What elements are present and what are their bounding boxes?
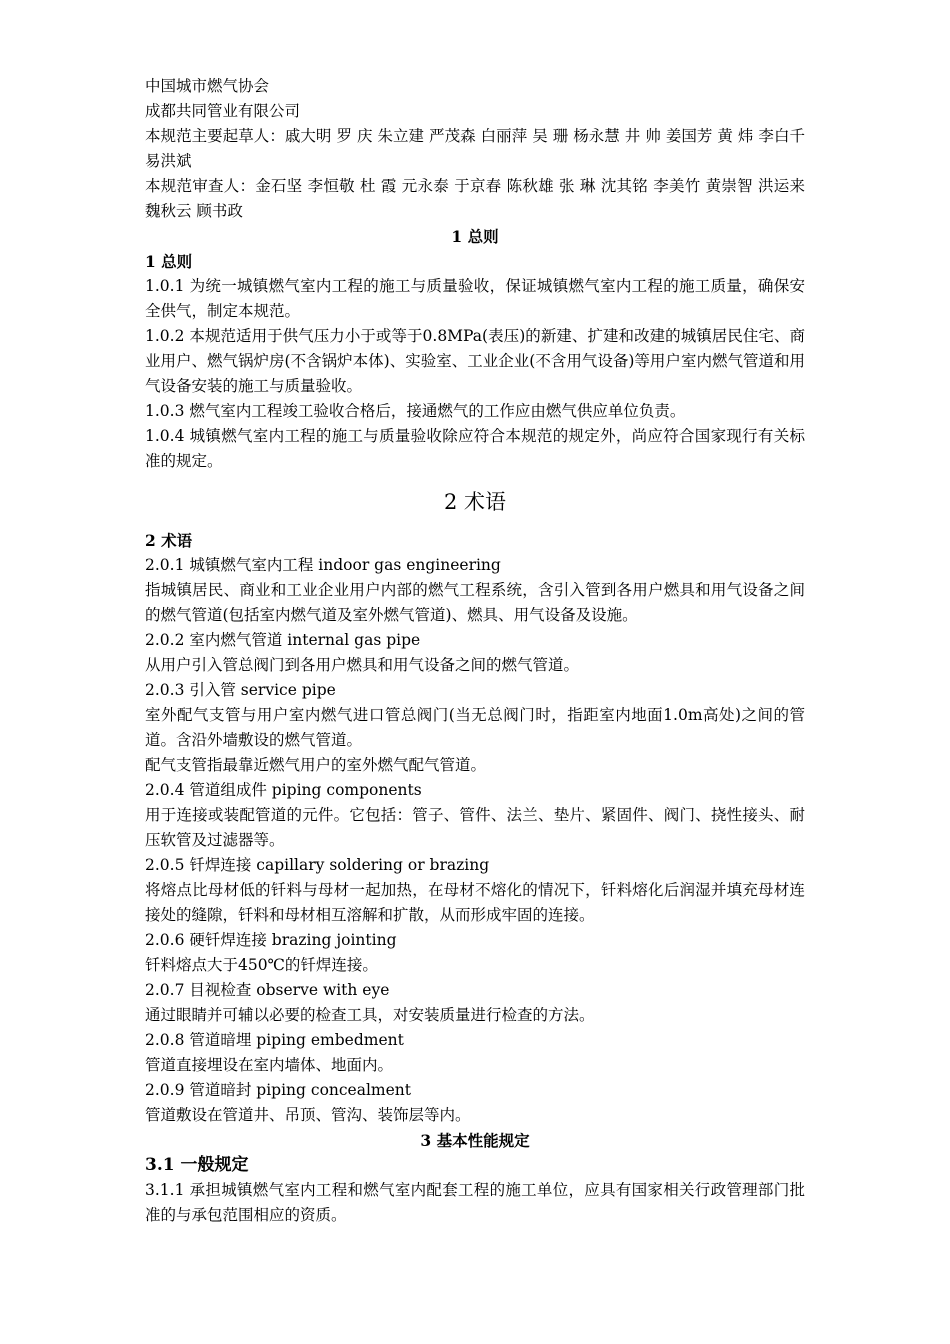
front-org-1: 中国城市燃气协会 [145,77,270,95]
chapter2-big-title: 2 术语 [443,490,507,514]
definition-2-0-5: 将熔点比母材低的钎料与母材一起加热，在母材不熔化的情况下，钎料熔化后润湿并填充母材连接处的缝隙，钎料和母材相互溶解和扩散，从而形成牢固的连接。 [145,881,805,924]
clause-1-0-3: 1.0.3 燃气室内工程竣工验收合格后，接通燃气的工作应由燃气供应单位负责。 [145,402,686,420]
clause-1-0-4: 1.0.4 城镇燃气室内工程的施工与质量验收除应符合本规范的规定外，尚应符合国家现行有关标准的规定。 [145,427,805,470]
term-2-0-9: 2.0.9 管道暗封 piping concealment [145,1081,412,1099]
front-drafters: 本规范主要起草人：戚大明 罗 庆 朱立建 严茂森 白丽萍 吴 珊 杨永慧 井 帅 姜国芳 黄 炜 李白千 易洪斌 [145,127,805,170]
term-2-0-8: 2.0.8 管道暗埋 piping embedment [145,1031,404,1049]
definition-2-0-6: 钎料熔点大于450℃的钎焊连接。 [145,956,378,974]
chapter1-center-title: 1 总则 [451,227,499,246]
chapter3-center-title: 3 基本性能规定 [420,1131,530,1150]
section-3-1-heading: 3.1 一般规定 [145,1155,249,1175]
front-org-2: 成都共同管业有限公司 [145,102,301,120]
document-page [145,74,805,1228]
definition-2-0-4: 用于连接或装配管道的元件。它包括：管子、管件、法兰、垫片、紧固件、阀门、挠性接头、耐压软管及过滤器等。 [145,806,805,849]
definition-2-0-3: 室外配气支管与用户室内燃气进口管总阀门(当无总阀门时，指距室内地面1.0m高处)之间的管道。含沿外墙敷设的燃气管道。 [145,706,805,749]
term-2-0-5: 2.0.5 钎焊连接 capillary soldering or brazing [145,856,490,874]
term-2-0-1: 2.0.1 城镇燃气室内工程 indoor gas engineering [145,556,501,574]
definition-2-0-3-note: 配气支管指最靠近燃气用户的室外燃气配气管道。 [145,756,487,774]
term-2-0-7: 2.0.7 目视检查 observe with eye [145,981,390,999]
definition-2-0-7: 通过眼睛并可辅以必要的检查工具，对安装质量进行检查的方法。 [145,1006,595,1024]
clause-1-0-1: 1.0.1 为统一城镇燃气室内工程的施工与质量验收，保证城镇燃气室内工程的施工质量，确保安全供气，制定本规范。 [145,277,805,320]
chapter1-heading: 1 总则 [145,252,193,271]
term-2-0-2: 2.0.2 室内燃气管道 internal gas pipe [145,631,421,649]
chapter2-heading: 2 术语 [145,531,193,550]
term-2-0-4: 2.0.4 管道组成件 piping components [145,781,422,799]
term-2-0-3: 2.0.3 引入管 service pipe [145,681,336,699]
definition-2-0-9: 管道敷设在管道井、吊顶、管沟、装饰层等内。 [145,1106,471,1124]
clause-3-1-1: 3.1.1 承担城镇燃气室内工程和燃气室内配套工程的施工单位，应具有国家相关行政管理部门批准的与承包范围相应的资质。 [145,1181,805,1224]
definition-2-0-1: 指城镇居民、商业和工业企业用户内部的燃气工程系统，含引入管到各用户燃具和用气设备之间的燃气管道(包括室内燃气道及室外燃气管道)、燃具、用气设备及设施。 [145,581,805,624]
definition-2-0-2: 从用户引入管总阀门到各用户燃具和用气设备之间的燃气管道。 [145,656,580,674]
definition-2-0-8: 管道直接埋设在室内墙体、地面内。 [145,1056,394,1074]
front-reviewers: 本规范审查人：金石坚 李恒敬 杜 霞 元永泰 于京春 陈秋雄 张 琳 沈其铭 李美竹 黄崇智 洪运来 魏秋云 顾书政 [145,177,805,220]
term-2-0-6: 2.0.6 硬钎焊连接 brazing jointing [145,931,397,949]
clause-1-0-2: 1.0.2 本规范适用于供气压力小于或等于0.8MPa(表压)的新建、扩建和改建的城镇居民住宅、商业用户、燃气锅炉房(不含锅炉本体)、实验室、工业企业(不含用气设备)等用户室内燃气管道和用气设备安装的施工与质量验收。 [145,327,805,395]
